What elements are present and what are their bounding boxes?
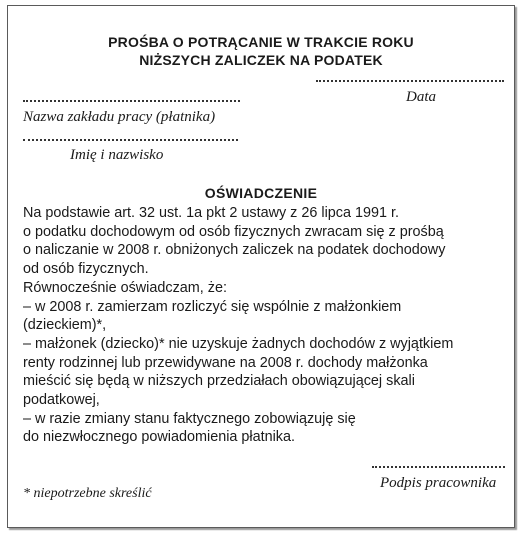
statement-line: Równocześnie oświadczam, że: [23, 279, 227, 296]
name-label: Imię i nazwisko [70, 147, 164, 163]
signature-dotted-line [372, 466, 505, 468]
statement-line: – w razie zmiany stanu faktycznego zobowiązuję się [23, 410, 356, 427]
employer-dotted-line [23, 100, 240, 102]
statement-line: mieścić się będą w niższych przedziałach obowiązującej skali [23, 373, 415, 390]
statement-line: (dzieckiem)*, [23, 317, 107, 334]
employer-label: Nazwa zakładu pracy (płatnika) [23, 109, 216, 125]
form-title-line-2: NIŻSZYCH ZALICZEK NA PODATEK [139, 52, 383, 68]
date-label: Data [406, 89, 436, 105]
name-dotted-line [23, 139, 238, 141]
statement-line: Na podstawie art. 32 ust. 1a pkt 2 ustawy z 26 lipca 1991 r. [23, 205, 399, 221]
footnote: * niepotrzebne skreślić [23, 486, 152, 501]
statement-line: – w 2008 r. zamierzam rozliczyć się wspólnie z małżonkiem [23, 298, 402, 315]
statement-line: o naliczanie w 2008 r. obniżonych zaliczek na podatek dochodowy [23, 242, 446, 259]
statement-line: o podatku dochodowym od osób fizycznych zwracam się z prośbą [23, 223, 444, 240]
statement-line: renty rodzinnej lub przewidywane na 2008 r. dochody małżonka [23, 354, 428, 371]
statement-line: do niezwłocznego powiadomienia płatnika. [23, 429, 295, 446]
signature-label: Podpis pracownika [380, 475, 497, 491]
date-dotted-line [316, 80, 504, 82]
statement-body [23, 204, 508, 447]
statement-line: od osób fizycznych. [23, 261, 149, 278]
statement-heading: OŚWIADCZENIE [204, 185, 318, 201]
form-title-line-1: PROŚBA O POTRĄCANIE W TRAKCIE ROKU [108, 34, 414, 50]
statement-line: – małżonek (dziecko)* nie uzyskuje żadnych dochodów z wyjątkiem [23, 335, 454, 352]
statement-line: podatkowej, [23, 392, 100, 409]
